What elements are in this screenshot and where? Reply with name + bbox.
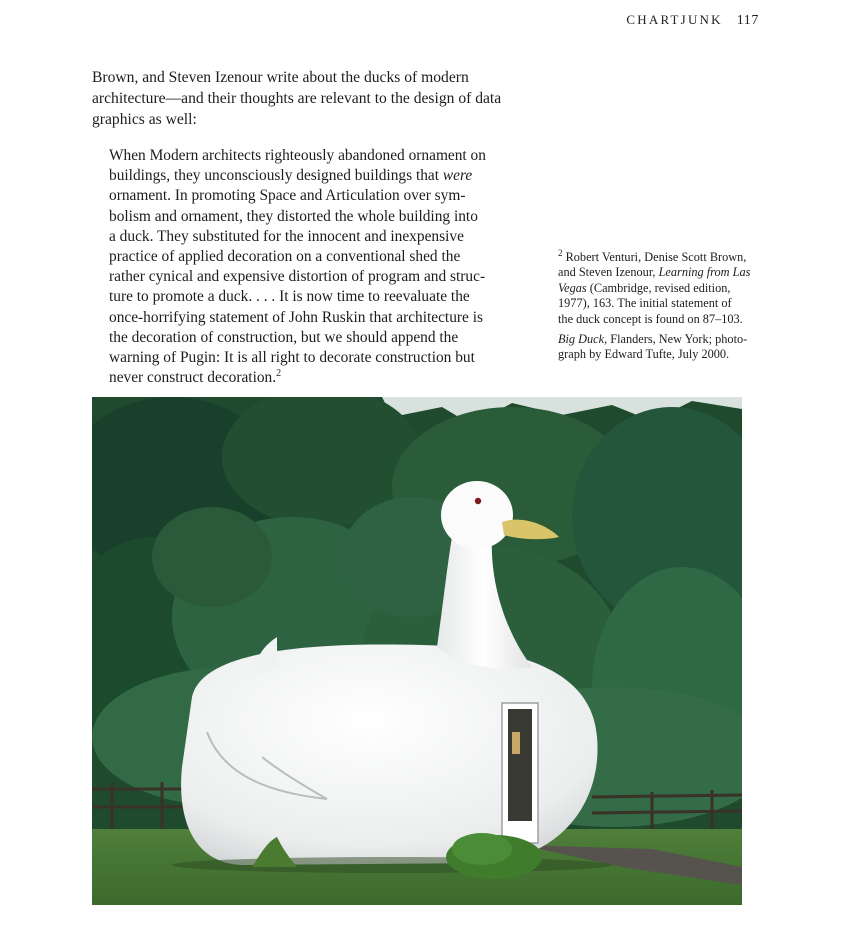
body-paragraph [92,67,502,130]
body-line: architecture—and their thoughts are relevant to the design of data [92,90,502,107]
duck-door-window [508,709,532,821]
quote-line: When Modern architects righteously abandoned ornament on [109,147,486,164]
quote-emphasis: were [442,167,473,185]
quote-line: once-horrifying statement of John Ruskin that architecture is [109,308,483,326]
door-reflection [512,732,520,754]
photo-caption [558,332,758,363]
sidenote-line: 1977), 163. The initial statement of [558,296,732,311]
quote-line: the decoration of construction, but we should append the [109,328,459,346]
caption-line: Big Duck, Flanders, New York; photo- [558,332,748,346]
sidenote-line: Vegas (Cambridge, revised edition, [558,280,731,295]
quote-line: ture to promote a duck. . . . It is now time to reevaluate the [109,288,470,306]
quote-line: buildings, they unconsciously designed buildings that were [109,167,473,185]
quote-line: practice of applied decoration on a conventional shed the [109,248,461,266]
sidenote-line: the duck concept is found on 87–103. [558,311,743,326]
duck-eye [475,498,481,504]
quote-line: never construct decoration.$^2$ [109,368,282,387]
sidenote-marker: 2 [558,247,563,258]
quote-line: warning of Pugin: It is all right to decorate construction but [109,349,475,367]
body-line: Brown, and Steven Izenour write about the ducks of modern [92,69,469,86]
book-title: Learning from Las [658,265,751,280]
footnote-marker: 2 [276,368,282,380]
block-quote [109,146,489,388]
book-title: Vegas [558,280,587,295]
sidenote-line: and Steven Izenour, Learning from Las [558,265,751,280]
big-duck-illustration [92,397,742,905]
caption-line: graph by Edward Tufte, July 2000. [558,347,730,362]
quote-line: ornament. In promoting Space and Articulation over sym- [109,187,466,205]
quote-line: a duck. They substituted for the innocent and inexpensive [109,227,464,245]
running-head-title: CHARTJUNK [626,12,723,27]
running-head [626,12,759,29]
quote-line: rather cynical and expensive distortion of program and struc- [109,268,486,286]
sidenote-citation [558,247,758,327]
page-number: 117 [736,13,759,28]
big-duck-photo [92,397,742,905]
photo-title: Big Duck [558,332,605,346]
sidenote-line: $^2$ Robert Venturi, Denise Scott Brown, [558,247,747,264]
quote-line: bolism and ornament, they distorted the whole building into [109,207,478,225]
duck-head [441,481,513,549]
body-line: graphics as well: [92,111,197,128]
